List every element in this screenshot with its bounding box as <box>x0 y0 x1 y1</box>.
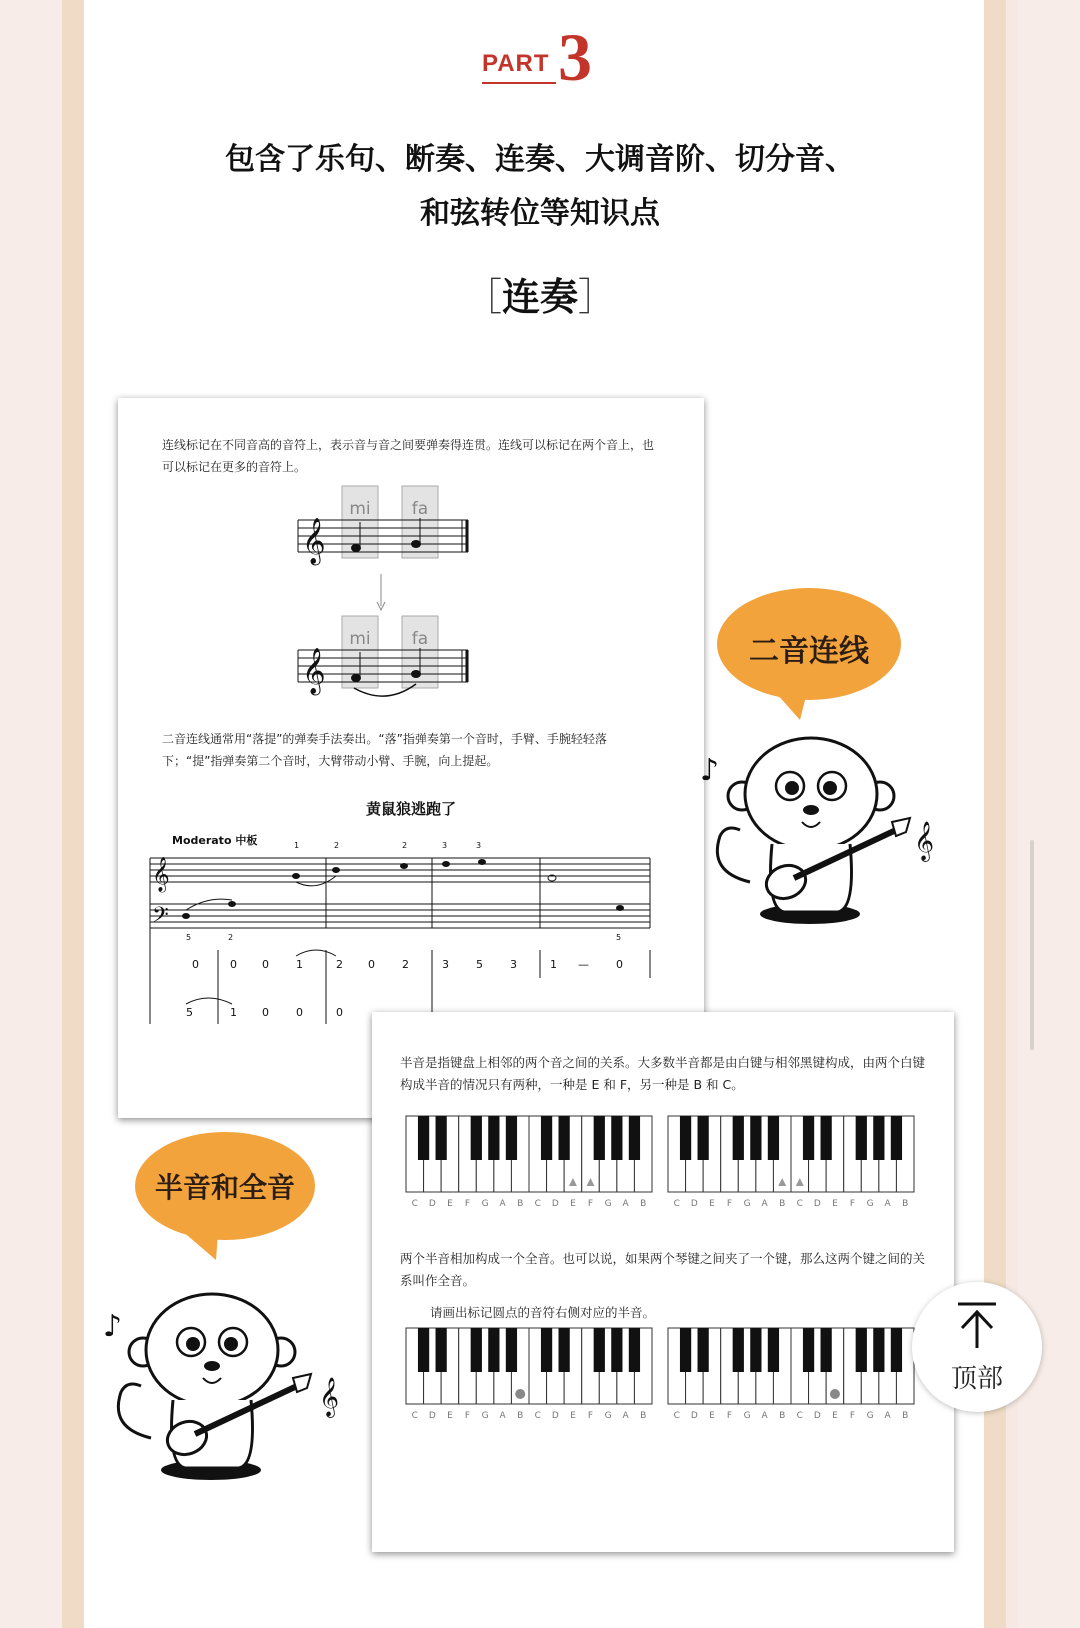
syllable-mi: mi <box>349 499 371 519</box>
music-note-icon-2: ♪ <box>103 1309 123 1344</box>
black-key <box>488 1116 499 1160</box>
key-letter: D <box>813 1199 821 1209</box>
key-letter: C <box>796 1411 803 1421</box>
syllable-fa-2: fa <box>411 629 429 649</box>
black-key <box>733 1328 744 1372</box>
key-letter: F <box>464 1411 471 1421</box>
black-key <box>856 1328 867 1372</box>
bracket-left: ［ <box>463 275 502 319</box>
book-page-legato <box>118 398 704 1118</box>
section-title <box>440 266 640 321</box>
part-label: PART <box>482 50 550 77</box>
finger-8: 5 <box>616 933 622 942</box>
key-letter: E <box>447 1411 453 1421</box>
finger-5: 3 <box>476 841 482 850</box>
black-key <box>680 1328 691 1372</box>
num-9: 5 <box>476 958 483 971</box>
black-key <box>733 1116 744 1160</box>
key-letter: B <box>779 1411 786 1421</box>
num-8: 3 <box>442 958 449 971</box>
key-letter: B <box>902 1411 909 1421</box>
key-letter: C <box>411 1411 418 1421</box>
key-letter: F <box>464 1199 471 1209</box>
num-16: 0 <box>262 1006 269 1019</box>
key-letter: G <box>743 1411 751 1421</box>
headline-line-2: 和弦转位等知识点 <box>420 196 660 231</box>
black-key <box>856 1116 867 1160</box>
exercise-instruction: 请画出标记圆点的音符右侧对应的半音。 <box>430 1305 656 1320</box>
key-letter: A <box>884 1411 891 1421</box>
part-badge <box>482 19 622 95</box>
left-border <box>62 0 84 1628</box>
arrow-down-icon <box>376 574 386 610</box>
num-1: 0 <box>192 958 199 971</box>
syllable-mi-2: mi <box>349 629 371 649</box>
key-letter: A <box>499 1411 506 1421</box>
black-key <box>594 1116 605 1160</box>
black-key <box>873 1116 884 1160</box>
finger-7: 2 <box>228 933 234 942</box>
finger-6: 5 <box>186 933 192 942</box>
num-7: 2 <box>402 958 409 971</box>
key-letter: B <box>902 1199 909 1209</box>
staff-example-2 <box>298 614 498 710</box>
key-letter: A <box>499 1199 506 1209</box>
key-letter: A <box>622 1411 629 1421</box>
key-letter: D <box>428 1199 436 1209</box>
black-key <box>750 1328 761 1372</box>
legato-intro-text: 连线标记在不同音高的音符上，表示音与音之间要弹奏得连贯。连线可以标记在两个音上，也可以标记在更多的音符上。 <box>162 438 655 474</box>
key-letter: D <box>690 1411 698 1421</box>
black-key <box>471 1116 482 1160</box>
num-18: 0 <box>336 1006 343 1019</box>
black-key <box>750 1116 761 1160</box>
num-15: 1 <box>230 1006 237 1019</box>
speech-bubble-semitone-text: 半音和全音 <box>154 1171 295 1204</box>
back-to-top-label: 顶部 <box>950 1364 1003 1394</box>
key-letter: B <box>640 1199 647 1209</box>
key-letter: D <box>551 1199 559 1209</box>
key-letter: C <box>796 1199 803 1209</box>
treble-clef-icon-3: 𝄞 <box>152 857 170 892</box>
black-key <box>698 1328 709 1372</box>
num-4: 1 <box>296 958 303 971</box>
headline-line-1: 包含了乐句、断奏、连奏、大调音阶、切分音、 <box>225 142 855 177</box>
bracket-right: ］ <box>578 275 617 319</box>
key-letter: G <box>866 1199 874 1209</box>
song-title: 黄鼠狼逃跑了 <box>365 800 456 818</box>
key-letter: G <box>604 1199 612 1209</box>
black-key <box>611 1328 622 1372</box>
key-letter: B <box>779 1199 786 1209</box>
black-key <box>418 1116 429 1160</box>
black-key <box>768 1116 779 1160</box>
part-number: 3 <box>558 19 592 95</box>
key-letter: A <box>761 1411 768 1421</box>
black-key <box>506 1328 517 1372</box>
treble-clef-decor-icon-2: 𝄞 <box>319 1377 340 1417</box>
key-letter: C <box>673 1411 680 1421</box>
num-5: 2 <box>336 958 343 971</box>
piano-keyboard <box>406 1328 926 1424</box>
black-key <box>891 1328 902 1372</box>
whole-tone-text: 两个半音相加构成一个全音。也可以说，如果两个琴键之间夹了一个键，那么这两个键之间的关系叫作全音。 <box>400 1251 926 1288</box>
key-letter: C <box>534 1411 541 1421</box>
key-letter: C <box>534 1199 541 1209</box>
black-key <box>594 1328 605 1372</box>
num-17: 0 <box>296 1006 303 1019</box>
speech-bubble-slur <box>716 588 902 718</box>
key-letter: F <box>726 1411 733 1421</box>
staff-example-1 <box>298 484 498 574</box>
black-key <box>611 1116 622 1160</box>
scrollbar[interactable] <box>1030 840 1034 1050</box>
semitone-intro-text: 半音是指键盘上相邻的两个音之间的关系。大多数半音都是由白键与相邻黑键构成，由两个白键构成半音的情况只有两种，一种是 E 和 F，另一种是 B 和 C。 <box>400 1055 926 1092</box>
section-title-text: 连奏 <box>501 275 578 319</box>
key-letter: E <box>570 1411 576 1421</box>
num-6: 0 <box>368 958 375 971</box>
black-key <box>629 1116 640 1160</box>
key-letter: G <box>743 1199 751 1209</box>
tempo-marking: Moderato 中板 <box>172 834 258 847</box>
treble-clef-decor-icon: 𝄞 <box>914 821 935 861</box>
black-key <box>803 1116 814 1160</box>
key-letter: F <box>726 1199 733 1209</box>
speech-bubble-semitone <box>134 1132 316 1262</box>
marked-note-dot <box>515 1389 525 1399</box>
num-2: 0 <box>230 958 237 971</box>
score-grand-staff <box>146 838 656 1028</box>
key-letter: G <box>481 1411 489 1421</box>
black-key <box>541 1116 552 1160</box>
black-key <box>559 1328 570 1372</box>
finger-2: 2 <box>334 841 340 850</box>
key-letter: F <box>587 1199 594 1209</box>
speech-bubble-slur-text: 二音连线 <box>749 634 869 669</box>
finger-4: 3 <box>442 841 448 850</box>
marked-note-dot <box>830 1389 840 1399</box>
keyboard-row-1 <box>406 1116 936 1216</box>
key-letter: G <box>481 1199 489 1209</box>
black-key <box>891 1116 902 1160</box>
key-letter: E <box>447 1199 453 1209</box>
slur-explanation-text: 二音连线通常用“落提”的弹奏手法奏出。“落”指弹奏第一个音时，手臂、手腕轻轻落下；“提”指弹奏第二个音时，大臂带动小臂、手腕，向上提起。 <box>162 732 607 768</box>
treble-clef-icon-2: 𝄞 <box>302 648 326 694</box>
num-11: 1 <box>550 958 557 971</box>
black-key <box>873 1328 884 1372</box>
num-14: 5 <box>186 1006 193 1019</box>
key-letter: C <box>411 1199 418 1209</box>
black-key <box>471 1328 482 1372</box>
key-letter: A <box>622 1199 629 1209</box>
key-letter: F <box>587 1411 594 1421</box>
black-key <box>436 1328 447 1372</box>
key-letter: C <box>673 1199 680 1209</box>
book-page-semitone <box>372 1012 954 1552</box>
finger-3: 2 <box>402 841 408 850</box>
music-note-icon: ♪ <box>700 753 720 788</box>
key-letter: E <box>709 1199 715 1209</box>
black-key <box>698 1116 709 1160</box>
syllable-fa: fa <box>411 499 429 519</box>
monkey-guitar-illustration <box>700 732 950 932</box>
part-underline <box>482 82 556 84</box>
black-key <box>768 1328 779 1372</box>
key-letter: E <box>832 1199 838 1209</box>
num-10: 3 <box>510 958 517 971</box>
back-to-top-button[interactable] <box>912 1282 1042 1412</box>
key-letter: G <box>866 1411 874 1421</box>
key-letter: D <box>428 1411 436 1421</box>
key-letter: A <box>884 1199 891 1209</box>
key-letter: B <box>517 1411 524 1421</box>
key-letter: F <box>849 1199 856 1209</box>
black-key <box>506 1116 517 1160</box>
black-key <box>541 1328 552 1372</box>
key-letter: G <box>604 1411 612 1421</box>
key-letter: D <box>813 1411 821 1421</box>
black-key <box>680 1116 691 1160</box>
bass-clef-icon: 𝄢 <box>152 903 169 933</box>
black-key <box>488 1328 499 1372</box>
black-key <box>821 1328 832 1372</box>
black-key <box>629 1328 640 1372</box>
key-letter: F <box>849 1411 856 1421</box>
num-13: 0 <box>616 958 623 971</box>
key-letter: E <box>832 1411 838 1421</box>
black-key <box>436 1116 447 1160</box>
key-letter: B <box>640 1411 647 1421</box>
keyboard-row-2 <box>406 1328 936 1428</box>
key-letter: E <box>709 1411 715 1421</box>
num-3: 0 <box>262 958 269 971</box>
black-key <box>559 1116 570 1160</box>
key-letter: D <box>551 1411 559 1421</box>
arrow-up-icon <box>952 1300 1002 1350</box>
black-key <box>821 1116 832 1160</box>
finger-1: 1 <box>294 841 300 850</box>
treble-clef-icon: 𝄞 <box>302 518 326 564</box>
monkey-guitar-illustration-2 <box>96 1288 356 1488</box>
left-margin <box>0 0 62 1628</box>
black-key <box>418 1328 429 1372</box>
key-letter: B <box>517 1199 524 1209</box>
piano-keyboard <box>406 1116 926 1212</box>
key-letter: A <box>761 1199 768 1209</box>
black-key <box>803 1328 814 1372</box>
key-letter: E <box>570 1199 576 1209</box>
num-12: — <box>578 958 589 971</box>
key-letter: D <box>690 1199 698 1209</box>
